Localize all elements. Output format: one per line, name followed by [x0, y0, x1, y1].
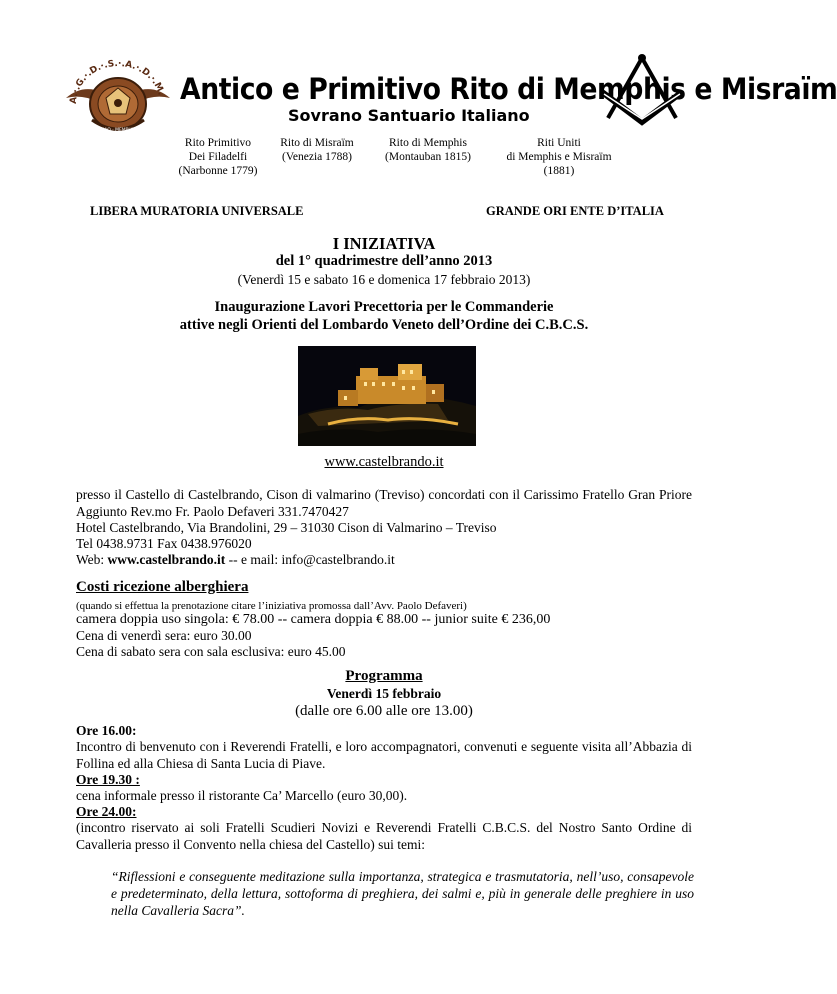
- rite-line: Dei Filadelfi: [188, 151, 248, 163]
- web-prefix: Web:: [76, 552, 108, 567]
- rite-line: (Venezia 1788): [282, 151, 352, 163]
- program-time-3: Ore 24.00:: [76, 804, 137, 819]
- event-title: I INIZIATIVA: [332, 234, 436, 253]
- rite-memphis: [378, 136, 478, 164]
- event-dates: (Venerdì 15 e sabato 16 e domenica 17 febbraio 2013): [237, 272, 531, 287]
- program-time-2: Ore 19.30 :: [76, 772, 140, 787]
- hotel-email: -- e mail: info@castelbrando.it: [225, 552, 395, 567]
- hotel-address: Hotel Castelbrando, Via Brandolini, 29 – 31030 Cison di Valmarino – Treviso: [76, 520, 497, 535]
- order-subtitle: Sovrano Santuario Italiano: [288, 106, 530, 125]
- rite-line: Rito di Misraïm: [280, 137, 354, 149]
- website-link[interactable]: www.castelbrando.it: [324, 454, 444, 470]
- program-hours: (dalle ore 6.00 alle ore 13.00): [295, 703, 473, 719]
- rite-misraim: [272, 136, 362, 164]
- inauguration-line-2: attive negli Orienti del Lombardo Veneto dell’Ordine dei C.B.C.S.: [179, 317, 589, 333]
- program-text-3: (incontro riservato ai soli Fratelli Scudieri Novizi e Reverendi Fratelli C.B.C.S. del Nostro Santo Ordine di Cavalleria presso il Convento nella chiesa del Castello) sui temi:: [76, 820, 692, 852]
- hotel-web-link[interactable]: www.castelbrando.it: [107, 552, 226, 567]
- program-time-1: Ore 16.00:: [76, 723, 137, 738]
- rite-line: Riti Uniti: [537, 137, 581, 149]
- hotel-phone: Tel 0438.9731 Fax 0438.976020: [76, 536, 252, 551]
- program-text-2: cena informale presso il ristorante Ca’ Marcello (euro 30,00).: [76, 788, 408, 803]
- costs-heading: Costi ricezione alberghiera: [76, 579, 249, 595]
- grande-oriente-label: GRANDE ORI ENTE D’ITALIA: [486, 204, 664, 218]
- costs-note: (quando si effettua la prenotazione citare l’iniziativa promossa dall’Avv. Paolo Defaveri): [76, 600, 467, 612]
- program-text-1: Incontro di benvenuto con i Reverendi Fratelli, e loro accompagnatori, convenuti e seguente visita all’Abbazia di Follina ed alla Chiesa di Santa Lucia di Piave.: [76, 739, 692, 771]
- rite-primitivo: [170, 136, 266, 178]
- rite-line: (Montauban 1815): [385, 151, 471, 163]
- program-quote: “Riflessioni e conseguente meditazione sulla importanza, strategica e trasmutatoria, nell’uso, consapevole e predeterminato, della lettura, sottoforma di preghiera, dei salmi e, più in generale delle preghiere in uso nella Cavalleria Sacra”.: [111, 869, 694, 918]
- libera-muratoria-label: LIBERA MURATORIA UNIVERSALE: [90, 204, 304, 218]
- room-prices: camera doppia uso singola: € 78.00 -- camera doppia € 88.00 -- junior suite € 236,00: [76, 612, 551, 627]
- rite-line: Rito Primitivo: [184, 137, 252, 149]
- seal-arc-text: A.·.G.·.D.·.S.·.A.·.D.·.M.: [68, 58, 166, 105]
- order-title: Antico e Primitivo Rito di Memphis e Misraïm: [180, 72, 837, 106]
- rite-line: (Narbonne 1779): [178, 165, 258, 177]
- rite-line: di Memphis e Misraïm: [506, 151, 612, 163]
- rite-line: Rito di Memphis: [389, 137, 467, 149]
- compass-square-logo: [596, 52, 688, 124]
- program-day: Venerdì 15 febbraio: [326, 686, 442, 701]
- event-period: del 1° quadrimestre dell’anno 2013: [275, 253, 493, 269]
- rite-line: (1881): [543, 165, 575, 177]
- seal-bottom-text: ORDO AB CHAO · MEMPHIS E MISRAIM: [75, 128, 161, 133]
- dinner-saturday: Cena di sabato sera con sala esclusiva: euro 45.00: [76, 644, 346, 659]
- dinner-friday: Cena di venerdì sera: euro 30.00: [76, 628, 252, 643]
- inauguration-line-1: Inaugurazione Lavori Precettoria per le Commanderie: [214, 299, 554, 315]
- program-heading: Programma: [345, 668, 423, 684]
- castle-night-photo: [298, 346, 476, 446]
- hotel-web-email: [76, 552, 692, 569]
- venue-description: presso il Castello di Castelbrando, Cison di valmarino (Treviso) concordati con il Carissimo Fratello Gran Priore Aggiunto Rev.mo Fr. Paolo Defaveri 331.7470427: [76, 487, 692, 519]
- order-seal-logo: [62, 58, 174, 136]
- rite-uniti: [496, 136, 622, 178]
